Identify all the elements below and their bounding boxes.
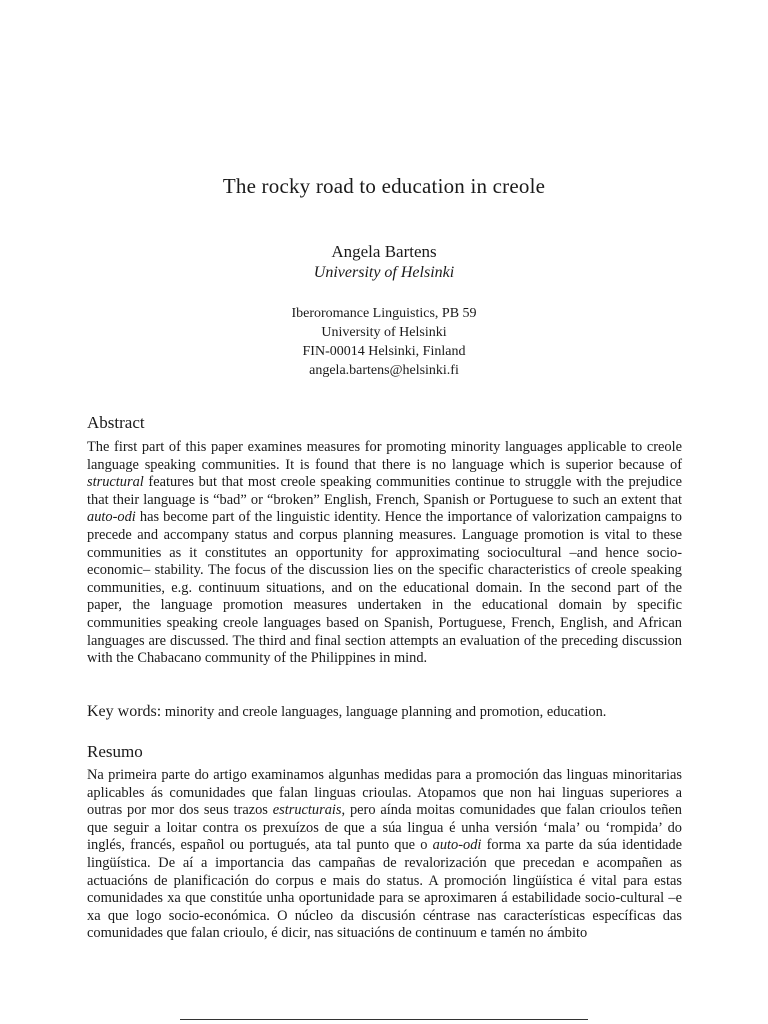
resumo-text-part-3: forma xa parte da súa identidade lingüística. De aí a importancia das campañas de revalorización que precedan e acompañen as actuacións de planificación do corpus e mais do status. A promoción lingüística é vital para estas comunidades xa que constitúe unha oportunidade para se aproximaren á estabilidade socio-cultural –e xa que logo socio-económica. O núcleo da discusión céntrase nas características específicas das comunidades que falan crioulo, é dicir, nas situacións de continuum e tamén no ámbito — [87, 837, 682, 942]
address-line-university: University of Helsinki — [321, 325, 447, 340]
keywords-label: Key words: — [87, 703, 162, 720]
paper-title: The rocky road to education in creole — [222, 174, 546, 198]
resumo-heading: Resumo — [87, 742, 143, 761]
resumo-text — [87, 767, 682, 943]
resumo-text-part-1: Na primeira parte do artigo examinamos algunhas medidas para a promoción das linguas minoritarias aplicables ás comunidades que falan linguas crioulas. Atopamos que non hai linguas superiores a outras por mor dos seus trazos — [87, 767, 682, 819]
abstract-text-part-3: has become part of the linguistic identity. Hence the importance of valorization campaigns to precede and accompany status and corpus planning measures. Language promotion is vital to these communities as it constitutes an opportunity for approximating sociocultural –and hence socio-economic– stability. The focus of the discussion lies on the specific characteristics of creole speaking communities, e.g. continuum situations, and on the educational domain. In the second part of the paper, the language promotion measures undertaken in the educational domain by specific communities speaking creole languages based on Spanish, Portuguese, French, English, and African languages are discussed. The third and final section attempts an evaluation of the preceding discussion with the Chabacano community of the Philippines in mind. — [87, 509, 682, 667]
abstract-text-part-1: The first part of this paper examines measures for promoting minority languages applicable to creole language speaking communities. It is found that there is no language which is superior because of — [87, 439, 682, 473]
abstract-emphasis-auto-odi: auto-odi — [87, 509, 136, 526]
resumo-text-part-2: , pero aínda moitas comunidades que falan crioulos teñen que seguir a loitar contra os prexuízos de que a súa lingua é unha versión ‘mala’ ou ‘rompida’ do inglés, francés, español ou portugués, ata tal punto que o — [87, 802, 682, 854]
author-name: Angela Bartens — [331, 242, 437, 261]
footer-divider — [180, 1019, 588, 1020]
resumo-emphasis-auto-odi: auto-odi — [432, 837, 482, 854]
author-affiliation: University of Helsinki — [313, 264, 455, 281]
resumo-emphasis-estructurais: estructurais — [272, 802, 342, 819]
author-address — [0, 304, 768, 380]
keywords-text: minority and creole languages, language planning and promotion, education. — [161, 704, 607, 720]
address-line-department: Iberoromance Linguistics, PB 59 — [291, 306, 477, 321]
abstract-emphasis-structural: structural — [87, 474, 144, 491]
abstract-text-part-2: features but that most creole speaking communities continue to struggle with the prejudice that their language is “bad” or “broken” English, French, Spanish or Portuguese to such an extent that — [87, 474, 682, 508]
author-email[interactable]: angela.bartens@helsinki.fi — [309, 363, 459, 378]
abstract-text — [87, 439, 682, 668]
abstract-heading: Abstract — [87, 413, 145, 432]
address-line-city: FIN-00014 Helsinki, Finland — [302, 344, 466, 359]
keywords-line — [87, 703, 687, 721]
